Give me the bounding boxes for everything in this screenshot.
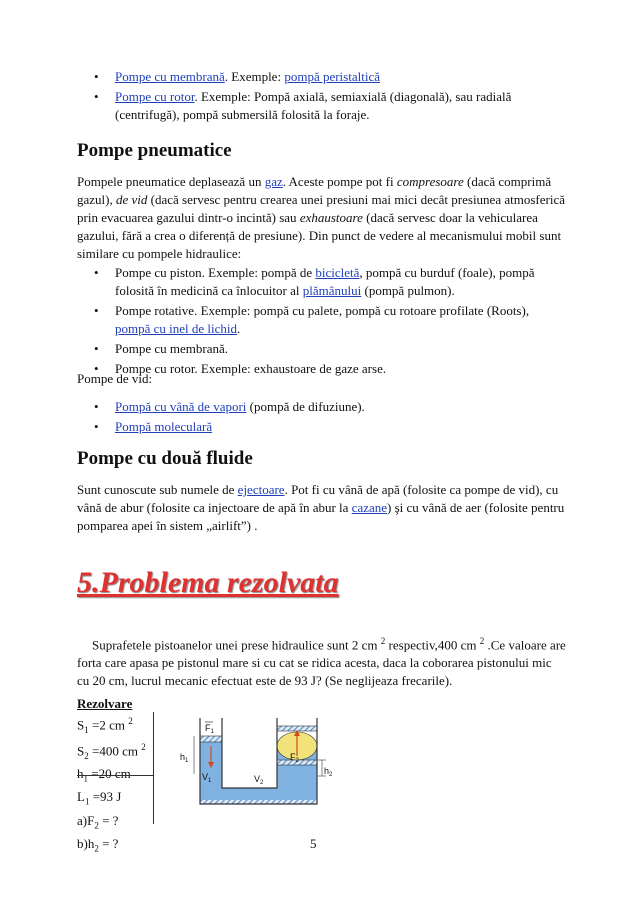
link-gaz[interactable]: gaz bbox=[264, 174, 283, 189]
asked-h2: $b)h_2$ = ? bbox=[77, 835, 119, 854]
given-h1: $h_1 =20$ cm bbox=[77, 766, 131, 784]
link-rotor-pumps[interactable]: Pompe cu rotor bbox=[115, 89, 195, 104]
label-v2: $V_2$ bbox=[254, 774, 264, 786]
given-data bbox=[77, 695, 153, 858]
list-item: • Pompe cu rotor. Exemple: exhaustoare de gaze arse. bbox=[77, 360, 567, 378]
problem-title: 5.Problema rezolvata bbox=[77, 566, 339, 599]
list-item bbox=[77, 418, 567, 436]
given-s1: $S_1 =2$ cm $^2$ bbox=[77, 715, 133, 735]
link-plamanului[interactable]: plămânului bbox=[302, 283, 362, 298]
pump-list-top bbox=[77, 68, 567, 126]
list-item: • Pompă cu vână de vapori (pompă de difuziune). bbox=[77, 398, 567, 416]
link-liquid-ring-pump[interactable]: pompă cu inel de lichid bbox=[115, 321, 238, 336]
vacuum-label: Pompe de vid: bbox=[77, 371, 153, 386]
pneumatic-paragraph: Pompele pneumatice deplasează un gaz. Aceste pompe pot fi compresoare (dacă comprimă gazul), de vid (dacă servesc pentru crearea unei presiuni mai mici decât presiunea atmosferică prin evacuarea gazului dintr-o incintă) sau exhaustoare (dacă servesc doar la vehicularea gazului, fără a crea o diferență de presiune). Din punct de vedere al mecanismului mobil sunt similare cu pompele hidraulice: bbox=[77, 174, 565, 261]
vacuum-list bbox=[77, 398, 567, 438]
link-peristaltic-pump[interactable]: pompă peristaltică bbox=[284, 69, 380, 84]
link-vapor-jet-pump[interactable]: Pompă cu vână de vapori bbox=[115, 399, 247, 414]
label-h1: $h_1$ bbox=[180, 752, 189, 764]
given-l1: $L_1 =93$ J bbox=[77, 789, 122, 808]
heading-two-fluid-pumps: Pompe cu două fluide bbox=[77, 448, 253, 469]
solution-heading: Rezolvare bbox=[77, 696, 133, 711]
link-molecular-pump[interactable]: Pompă moleculară bbox=[115, 419, 213, 434]
list-item: • Pompe cu rotor. Exemple: Pompă axială, semiaxială (diagonală), sau radială (centrifugă), pompă submersilă folosită la foraje. bbox=[77, 88, 567, 124]
page-number: 5 bbox=[310, 836, 317, 851]
label-v1: $V_1$ bbox=[202, 772, 212, 784]
given-s2: $S_2 =400$ cm $^2$ bbox=[77, 741, 146, 761]
link-cazane[interactable]: cazane bbox=[351, 500, 388, 515]
label-h2: $h_2$ bbox=[324, 766, 333, 778]
label-f1: $F_1$ bbox=[205, 723, 214, 735]
given-vertical-rule bbox=[153, 712, 154, 824]
hydraulic-press-diagram bbox=[172, 716, 352, 816]
two-fluid-paragraph: Sunt cunoscute sub numele de ejectoare. Pot fi cu vână de apă (folosite ca pompe de vid), cu vână de abur (folosite ca injectoare de apă în abur la cazane) şi cu vână de aer (folosite pentru pomparea apei în sistem „airlift”) . bbox=[77, 482, 565, 533]
problem-statement: Suprafetele pistoanelor unei prese hidraulice sunt 2 cm $^2$ respectiv,400 cm $^2$ .Ce valoare are forta care apasa pe pistonul mare si cu cat se ridica acesta, daca la coborarea pistonului mic cu 20 cm, lucrul mecanic efectuat este de 93 J? (Se neglijeaza frecarile). bbox=[77, 636, 566, 689]
heading-pneumatic-pumps: Pompe pneumatice bbox=[77, 140, 232, 161]
link-membrane-pumps[interactable]: Pompe cu membrană bbox=[115, 69, 225, 84]
small-piston bbox=[200, 736, 222, 742]
connecting-channel-fluid bbox=[222, 788, 277, 800]
given-separator bbox=[77, 775, 153, 776]
link-ejectoare[interactable]: ejectoare bbox=[237, 482, 285, 497]
asked-f2: $a)F_2$ = ? bbox=[77, 812, 119, 831]
list-item: • Pompe cu membrană. bbox=[77, 340, 567, 358]
pneumatic-list bbox=[77, 264, 567, 380]
list-item: • Pompe cu membrană. Exemple: pompă peristaltică bbox=[77, 68, 567, 86]
list-item: • Pompe rotative. Exemple: pompă cu palete, pompă cu rotoare profilate (Roots), pompă cu inel de lichid. bbox=[77, 302, 567, 338]
link-bicicleta[interactable]: bicicletă bbox=[315, 265, 360, 280]
list-item: • Pompe cu piston. Exemple: pompă de bicicletă, pompă cu burduf (foale), pompă folosită în medicină ca înlocuitor al plămânului (pompă pulmon). bbox=[77, 264, 567, 300]
label-f2: $F_2$ bbox=[290, 752, 299, 764]
